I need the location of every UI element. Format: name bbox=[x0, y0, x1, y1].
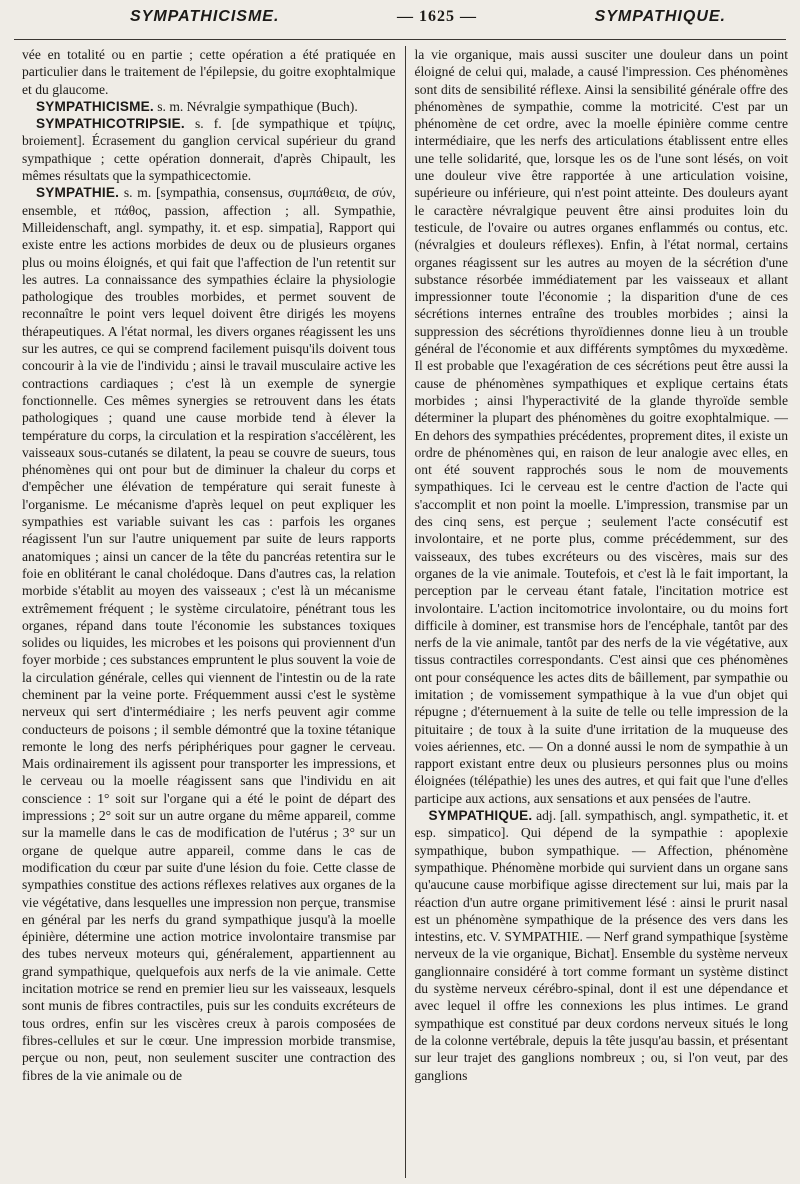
entry-text: s. m. [sympathia, consensus, συμπάθεια, de σύν, ensemble, et πάθος, passion, affection ; all. Sympathie, Milleidenschaft, angl. sympathy, it. et esp. simpatia], Rapport qui existe entre les actions morbides de deux ou de plusieurs organes plus ou moins éloignés, et qui fait que l'affection de l'un retentit sur les autres. La connaissance des sympathies éclaire la physiologie pathologique des troubles morbides, et permet souvent de reconnaître le point vers lequel doivent être dirigés les moyens thérapeutiques. A l'état normal, les divers organes réagissent les uns sur les autres, ce qui se comprend facilement puisqu'ils doivent tous concourir à la vie de l'individu ; ainsi le travail musculaire active les contractions cardiaques ; c'est là un exemple de synergie fonctionnelle. Ces mêmes synergies se retrouvent dans les états pathologiques ; quand une cause morbide tend à élever la température du corps, la circulation et la respiration s'accélèrent, les vaisseaux sous-cutanés se dilatent, la peau se couvre de sueurs, tous phénomènes qui ont pour but de diminuer la chaleur du corps et d'empêcher une élévation de température qui serait funeste à l'organisme. Le mécanisme d'après lequel on peut expliquer les sympathies est variable suivant les cas : parfois les organes réagissent l'un sur l'autre uniquement par suite de leurs rapports anatomiques ; ainsi un cancer de la tête du pancréas retentira sur le foie en oblitérant le canal cholédoque. Dans d'autres cas, la relation morbide s'établit au moyen des vaisseaux ; c'est là un mécanisme extrêmement fréquent ; le système circulatoire, pénétrant tous les organes, répand dans toute l'économie les substances toxiques solides ou liquides, les microbes et les poisons qui proviennent d'un foyer morbide ; ces substances empruntent le plus souvent la voie de la circulation générale, celles qui viennent de l'intestin ou de la rate cheminent par la veine porte. Fréquemment aussi c'est le système nerveux qui sert d'intermédiaire ; les nerfs peuvent agir comme conducteurs de poisons ; il semble démontré que la toxine tétanique remonte le long des nerfs périphériques pour gagner le cerveau. Mais ordinairement ils agissent pour transporter les impressions, et le cerveau ou la moelle réagissent sans que l'individu en ait conscience : 1° soit sur l'organe qui a été le point de départ des impressions ; 2° soit sur un autre organe du même appareil, comme sur la mamelle dans le cas de modification de l'utérus ; 3° sur un organe de quelque autre appareil, comme dans le cas de modification du cœur par suite d'une lésion du foie. Cette classe de sympathies constitue des actions réflexes relatives aux organes de la vie végétative, dans lesquelles une impression non perçue, transmise en général par les nerfs du grand sympathique jusqu'à la moelle épinière, détermine une action motrice involontaire transmise par des tubes nerveux moteurs qui, généralement, appartiennent au grand sympathique, quelquefois aux nerfs de la vie animale. Cette incitation motrice se rend en premier lieu sur les vaisseaux, lesquels sont munis de fibres contractiles, puis sur les conduits excréteurs de tous ordres, enfin sur les viscères creux à parois composées de fibres-cellules et sur le cœur. Une impression morbide transmise, perçue ou non, peut, non seulement susciter une contraction des fibres de la vie animale ou de bbox=[22, 185, 396, 1083]
running-head bbox=[14, 8, 786, 34]
continued-paragraph: la vie organique, mais aussi susciter une douleur dans un point éloigné de celui qui, malade, a causé l'impression. Ces phénomènes sont dits de sensibilité réflexe. Ainsi la sensibilité générale offre des phénomènes de sympathie, comme la motricité. C'est par un phénomène de cet ordre, avec la moelle épinière comme centre intermédiaire, que les nerfs des articulations établissent entre elles une telle solidarité, que, lorsque les os de l'une sont lésés, on voit une douleur vive être rapportée à une articulation voisine, supérieure ou inférieure, qui n'est point atteinte. Des douleurs ayant le caractère névralgique peuvent être ainsi produites loin du testicule, de l'ovaire ou autres organes enflammés ou contus, etc. (névralgies et douleurs réflexes). Enfin, à l'état normal, certains organes réagissent sur les autres au moyen de la sécrétion d'une substance résorbée immédiatement par les vaisseaux et allant impressionner toute l'économie ; la disparition d'une de ces sécrétions internes entraîne des troubles morbides ; ainsi la suppression des sécrétions thyroïdiennes donne lieu à un trouble général de l'économie et aux différents symptômes du myxœdème. Il est probable que l'exagération de ces sécrétions peut être aussi la cause de phénomènes sympathiques et explique certains états morbides ; ainsi l'hyperactivité de la glande thyroïde semble déterminer la plupart des phénomènes du goitre exophtalmique. — En dehors des sympathies précédentes, proprement dites, il existe un ordre de phénomènes qui, en raison de leur analogie avec elles, en ont été souvent rapprochés sous le nom de mouvements sympathiques. Ici le cerveau est le centre d'action de l'acte qui s'accomplit et non point la moelle. L'impression, transmise par un des cinq sens, est perçue ; seulement l'acte consécutif est involontaire, et ne porte plus, comme précédemment, sur des vaisseaux, des tubes excréteurs ou des viscères, mais sur des organes de la vie animale. Toutefois, et c'est là le fait important, la perception par le cerveau étant fatale, l'incitation motrice est involontaire. L'action incitomotrice involontaire, ou du moins fort difficile à dominer, est transmise hors de l'encéphale, tantôt par des nerfs de la vie animale, tantôt par des nerfs de la vie végétative, aux tissus contractiles correspondants. C'est ainsi que ces phénomènes ont pour conséquence les actes dits de bâillement, par sympathie ou imitation ; de vomissement sympathique à la vue d'un objet qui répugne ; d'éternuement à la suite de telle ou telle impression de la pituitaire ; de toux à la suite d'une irritation de la muqueuse des voies aériennes, etc. — On a donné aussi le nom de sympathie à un rapport existant entre deux ou plusieurs personnes plus ou moins éloignées (télépathie) les unes des autres, et qui fait que l'une d'elles participe aux actions, aux sensations et aux pensées de l'autre. bbox=[414, 47, 788, 806]
entry-text: s. f. [de sympathique et τρίψις, broiement]. Écrasement du ganglion cervical supérieur du grand sympathique ; cette opération donnerait, d'après Chipault, les mêmes résultats que la sympathicectomie. bbox=[22, 116, 396, 184]
entry-sympathique bbox=[415, 807, 789, 1084]
headword: SYMPATHIE. bbox=[36, 185, 120, 201]
page-number: — 1625 — bbox=[397, 8, 477, 25]
left-guide-word: SYMPATHICISME. bbox=[130, 8, 280, 25]
continued-paragraph: vée en totalité ou en partie ; cette opération a été pratiquée en particulier dans le traitement de l'épilepsie, du goitre exophtalmique et du glaucome. bbox=[22, 47, 396, 97]
text-columns bbox=[22, 46, 788, 1178]
entry-text: adj. [all. sympathisch, angl. sympathetic, it. et esp. simpatico]. Qui dépend de la sympathie : apoplexie sympathique, bubon sympathique. — Affection, phénomène sympathique. Phénomène morbide qui survient dans un organe sans qu'aucune cause morbifique agisse directement sur lui, mais par la réaction d'un autre organe primitivement lésé : ainsi le prurit nasal est un phénomène sympathique de la présence des vers dans les intestins, etc. V. SYMPATHIE. — Nerf grand sympathique [système nerveux de la vie organique, Bichat]. Ensemble du système nerveux ganglionnaire considéré à tort comme formant un système distinct du système nerveux cérébro-spinal, dont il est une dépendance et avec lequel il offre les connexions les plus intimes. Le grand sympathique est constitué par deux cordons nerveux situés le long de la colonne vertébrale, depuis la tête jusqu'au bassin, et présentant sur leur trajet des ganglions nombreux ; ou, si l'on veut, par des ganglions bbox=[414, 808, 788, 1083]
left-column bbox=[22, 46, 405, 1178]
header-rule bbox=[14, 39, 786, 40]
entry-text: s. m. Névralgie sympathique (Buch). bbox=[153, 98, 358, 114]
entry-sympathicotripsie bbox=[22, 115, 396, 184]
headword: SYMPATHIQUE. bbox=[428, 808, 533, 824]
right-column bbox=[405, 46, 789, 1178]
headword: SYMPATHICOTRIPSIE. bbox=[36, 116, 185, 132]
entry-sympathicisme bbox=[22, 98, 396, 115]
entry-sympathie bbox=[22, 184, 396, 1083]
right-guide-word: SYMPATHIQUE. bbox=[594, 8, 726, 25]
headword: SYMPATHICISME. bbox=[36, 98, 154, 114]
